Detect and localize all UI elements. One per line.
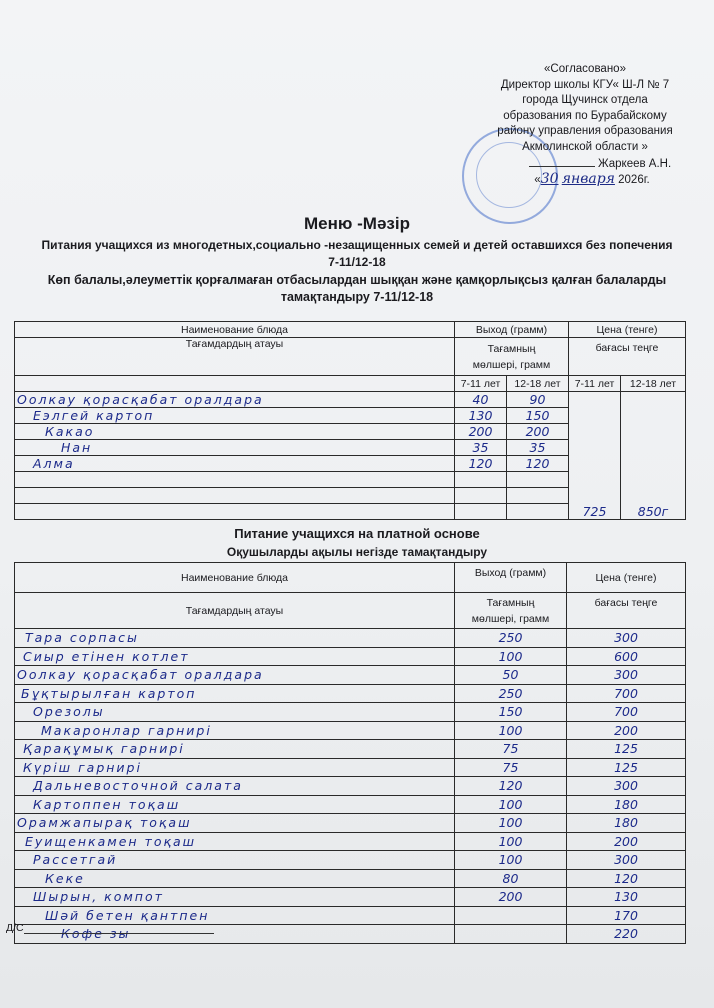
header-dish-ru: Наименование блюда — [15, 563, 455, 593]
total-price-senior: 850г — [621, 392, 686, 520]
dish-name: Какао — [15, 424, 455, 440]
table-row — [15, 814, 686, 833]
portion-grams: 100 — [455, 721, 567, 740]
age-col-3: 7-11 лет — [569, 376, 621, 392]
header-output-kz-1: Тағамның — [487, 342, 536, 355]
portion-grams — [455, 906, 567, 925]
dish-price: 700 — [567, 684, 686, 703]
dish-name: Нан — [15, 440, 455, 456]
portion-senior: 90 — [507, 392, 569, 408]
portion-grams — [455, 925, 567, 944]
empty-cell — [507, 472, 569, 488]
dish-name: Кофе зы — [15, 925, 455, 944]
dish-name: Шырын, компот — [15, 888, 455, 907]
portion-senior: 35 — [507, 440, 569, 456]
header-price-ru: Цена (тенге) — [567, 563, 686, 593]
table-row — [15, 684, 686, 703]
dish-price: 200 — [567, 721, 686, 740]
dish-name: Кеке — [15, 869, 455, 888]
portion-grams: 250 — [455, 629, 567, 648]
portion-junior: 120 — [455, 456, 507, 472]
header-price-kz: бағасы теңге — [567, 593, 686, 629]
header-output-kz — [455, 593, 567, 629]
table-row — [15, 666, 686, 685]
dish-name: Рассетгай — [15, 851, 455, 870]
subtitle-kz-line2: тамақтандыру 7-11/12-18 — [280, 290, 434, 304]
empty-cell — [507, 504, 569, 520]
table-row — [15, 647, 686, 666]
dish-name: Күрiш гарнирі — [15, 758, 455, 777]
table-row — [15, 869, 686, 888]
empty-row — [15, 472, 455, 488]
empty-cell — [455, 472, 507, 488]
table-row — [15, 721, 686, 740]
portion-senior: 120 — [507, 456, 569, 472]
header-dish-kz: Тағамдардың атауы — [15, 593, 455, 629]
subtitle-ru: Питания учащихся из многодетных,социально -незащищенных семей и детей оставшихся без попечения — [41, 238, 673, 252]
dish-price: 125 — [567, 758, 686, 777]
dish-name: Орамжапырақ тоқаш — [15, 814, 455, 833]
portion-junior: 130 — [455, 408, 507, 424]
dish-price: 300 — [567, 629, 686, 648]
table-row — [15, 703, 686, 722]
menu-title: Меню -Мәзір — [304, 214, 410, 233]
table-row — [15, 888, 686, 907]
dish-name: Картоппен тоқаш — [15, 795, 455, 814]
approval-line: району управления образования — [497, 125, 673, 138]
dish-name: Макаронлар гарнирі — [15, 721, 455, 740]
dish-name: Алма — [15, 456, 455, 472]
approval-date-line — [470, 172, 700, 189]
dish-name: Оолкау қорасқабат оралдара — [15, 666, 455, 685]
portion-grams: 100 — [455, 647, 567, 666]
header-output-ru: Выход (грамм) — [455, 322, 569, 338]
portion-grams: 100 — [455, 851, 567, 870]
header-dish-ru: Наименование блюда — [15, 322, 455, 338]
empty-row — [15, 488, 455, 504]
table-row — [15, 740, 686, 759]
header-output-kz-2: мөлшері, грамм — [471, 612, 550, 625]
dish-price: 300 — [567, 851, 686, 870]
header-dish-kz: Тағамдардың атауы — [15, 338, 455, 376]
dish-price: 700 — [567, 703, 686, 722]
date-quote: « — [534, 174, 541, 187]
table-row — [15, 851, 686, 870]
portion-senior: 200 — [507, 424, 569, 440]
date-year: 2026г. — [618, 174, 650, 187]
portion-grams: 120 — [455, 777, 567, 796]
age-col-1: 7-11 лет — [455, 376, 507, 392]
ds-signature-line — [24, 923, 214, 934]
dish-price: 125 — [567, 740, 686, 759]
dish-price: 220 — [567, 925, 686, 944]
dish-name: Орезолы — [15, 703, 455, 722]
portion-grams: 100 — [455, 832, 567, 851]
subtitle-kz — [0, 272, 714, 306]
paid-meal-table — [14, 562, 686, 944]
approval-name-line — [470, 156, 700, 173]
empty-row — [15, 504, 455, 520]
portion-grams: 150 — [455, 703, 567, 722]
dish-name: Тара сорпасы — [15, 629, 455, 648]
paid-section-title-kz: Оқушыларды ақылы негізде тамақтандыру — [226, 545, 488, 559]
table-row — [15, 758, 686, 777]
dish-price: 200 — [567, 832, 686, 851]
approval-block — [470, 62, 700, 189]
portion-grams: 50 — [455, 666, 567, 685]
approval-line: города Щучинск отдела — [522, 94, 648, 107]
header-output-kz — [455, 338, 569, 376]
free-meal-table — [14, 321, 686, 520]
approval-line: «Согласовано» — [544, 63, 626, 75]
portion-junior: 200 — [455, 424, 507, 440]
table-row — [15, 795, 686, 814]
approval-line: Директор школы КГУ« Ш-Л № 7 — [500, 78, 670, 91]
director-name: Жаркеев А.Н. — [598, 157, 672, 170]
portion-grams: 75 — [455, 758, 567, 777]
dish-price: 300 — [567, 666, 686, 685]
portion-junior: 35 — [455, 440, 507, 456]
header-price-kz: бағасы теңге — [569, 338, 686, 376]
header-output-kz-2: мөлшері, грамм — [472, 358, 551, 371]
subtitle-dates: 7-11/12-18 — [328, 255, 386, 269]
portion-grams: 75 — [455, 740, 567, 759]
portion-grams: 80 — [455, 869, 567, 888]
dish-price: 170 — [567, 906, 686, 925]
dish-name: Сиыр етінен котлет — [15, 647, 455, 666]
table-row — [15, 777, 686, 796]
dish-name: Оолкау қорасқабат оралдара — [15, 392, 455, 408]
date-month: января — [561, 171, 615, 188]
header-output-kz-1: Тағамның — [486, 596, 535, 609]
approval-line: Акмолинской области » — [522, 140, 648, 153]
total-price-junior: 725 — [569, 392, 621, 520]
ds-label: Д/С — [6, 922, 24, 934]
age-col-4: 12-18 лет — [621, 376, 686, 392]
dish-price: 180 — [567, 795, 686, 814]
subtitle-kz-line1: Көп балалы,әлеуметтік қорғалмаған отбасылардан шыққан және қамқорлықсыз қалған балаларды — [47, 273, 667, 287]
age-col-2: 12-18 лет — [507, 376, 569, 392]
dish-name: Бұқтырылған картоп — [15, 684, 455, 703]
portion-grams: 100 — [455, 795, 567, 814]
paid-section-title: Питание учащихся на платной основе — [234, 526, 480, 541]
dish-price: 300 — [567, 777, 686, 796]
approval-line: образования по Бурабайскому — [503, 109, 667, 122]
empty-cell — [507, 488, 569, 504]
portion-junior: 40 — [455, 392, 507, 408]
table-row — [15, 832, 686, 851]
date-day: 30 — [540, 171, 559, 188]
dish-name: Еуищенкамен тоқаш — [15, 832, 455, 851]
dish-price: 130 — [567, 888, 686, 907]
dish-price: 120 — [567, 869, 686, 888]
ds-footer — [6, 922, 214, 934]
dish-name: Еэлгей картоп — [15, 408, 455, 424]
table-row — [15, 629, 686, 648]
dish-price: 600 — [567, 647, 686, 666]
header-price-ru: Цена (тенге) — [569, 322, 686, 338]
portion-senior: 150 — [507, 408, 569, 424]
paid-meal-rows — [15, 629, 686, 944]
empty-cell — [455, 488, 507, 504]
age-spacer — [15, 376, 455, 392]
dish-name: Шәй бетен қантпен — [15, 906, 455, 925]
dish-name: Қарақұмық гарнирі — [15, 740, 455, 759]
portion-grams: 200 — [455, 888, 567, 907]
dish-price: 180 — [567, 814, 686, 833]
dish-name: Дальневосточной салата — [15, 777, 455, 796]
header-output-ru: Выход (грамм) — [455, 563, 567, 593]
portion-grams: 250 — [455, 684, 567, 703]
empty-cell — [455, 504, 507, 520]
portion-grams: 100 — [455, 814, 567, 833]
